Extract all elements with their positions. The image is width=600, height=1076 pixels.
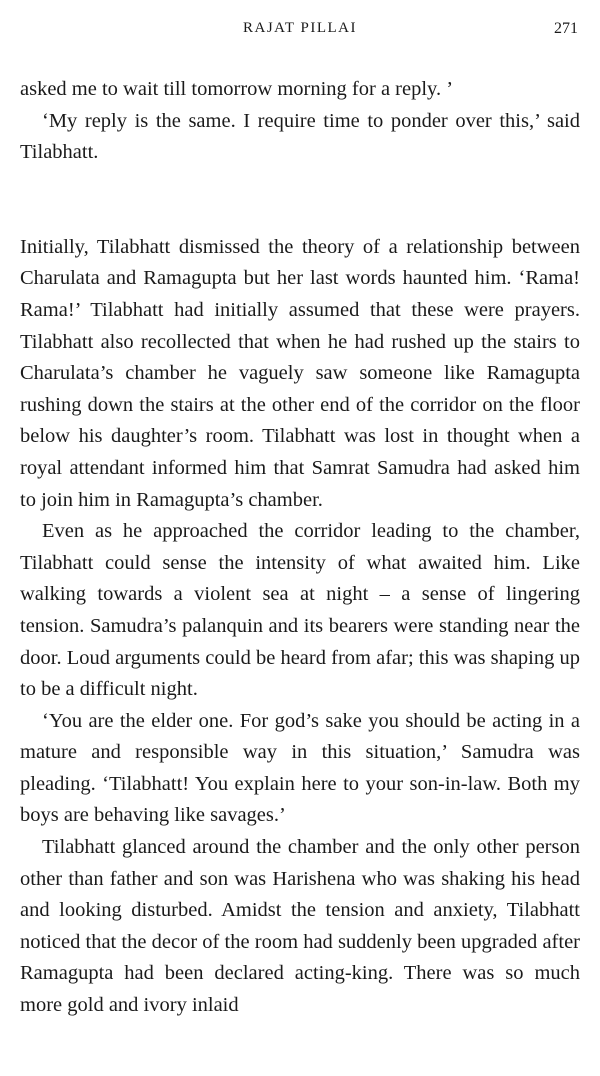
paragraph-section-start: Initially, Tilabhatt dismissed the theory of a relationship between Charulata and Ramagupta but her last words haunted him. ‘Rama! Rama!’ Tilabhatt had initially assumed that these were prayers. Tilabhatt also recollected that when he had rushed up the stairs to Charulata’s chamber he vaguely saw someone like Ramagupta rushing down the stairs at the other end of the corridor on the floor below his daughter’s room. Tilabhatt was lost in thought when a royal attendant informed him that Samrat Samudra had asked him to join him in Ramagupta’s chamber.: [20, 235, 580, 511]
paragraph-continued: asked me to wait till tomorrow morning for a reply. ’: [20, 78, 454, 100]
paragraph-dialogue: ‘My reply is the same. I require time to ponder over this,’ said Tilabhatt.: [20, 109, 580, 164]
paragraph: Tilabhatt glanced around the chamber and the only other person other than father and son was Harishena who was shaking his head and looking disturbed. Amidst the tension and anxiety, Tilabhatt noticed that the decor of the room had suddenly been upgraded after Ramagupta had been declared acting-king. There was so much more gold and ivory inlaid: [20, 836, 580, 1017]
running-header: [0, 18, 600, 42]
paragraph-dialogue: ‘You are the elder one. For god’s sake you should be acting in a mature and responsible way in this situation,’ Samudra was pleading. ‘Tilabhatt! You explain here to your son-in-law. Both my boys are behaving like savages.’: [20, 709, 580, 827]
paragraph: Even as he approached the corridor leading to the chamber, Tilabhatt could sense the intensity of what awaited him. Like walking towards a violent sea at night – a sense of lingering tension. Samudra’s palanquin and its bearers were standing near the door. Loud arguments could be heard from afar; this was shaping up to be a difficult night.: [20, 520, 580, 701]
running-head-author: RAJAT PILLAI: [243, 20, 357, 36]
section-break: [20, 169, 580, 232]
body-text: [20, 74, 580, 1022]
page-number: 271: [554, 20, 578, 37]
